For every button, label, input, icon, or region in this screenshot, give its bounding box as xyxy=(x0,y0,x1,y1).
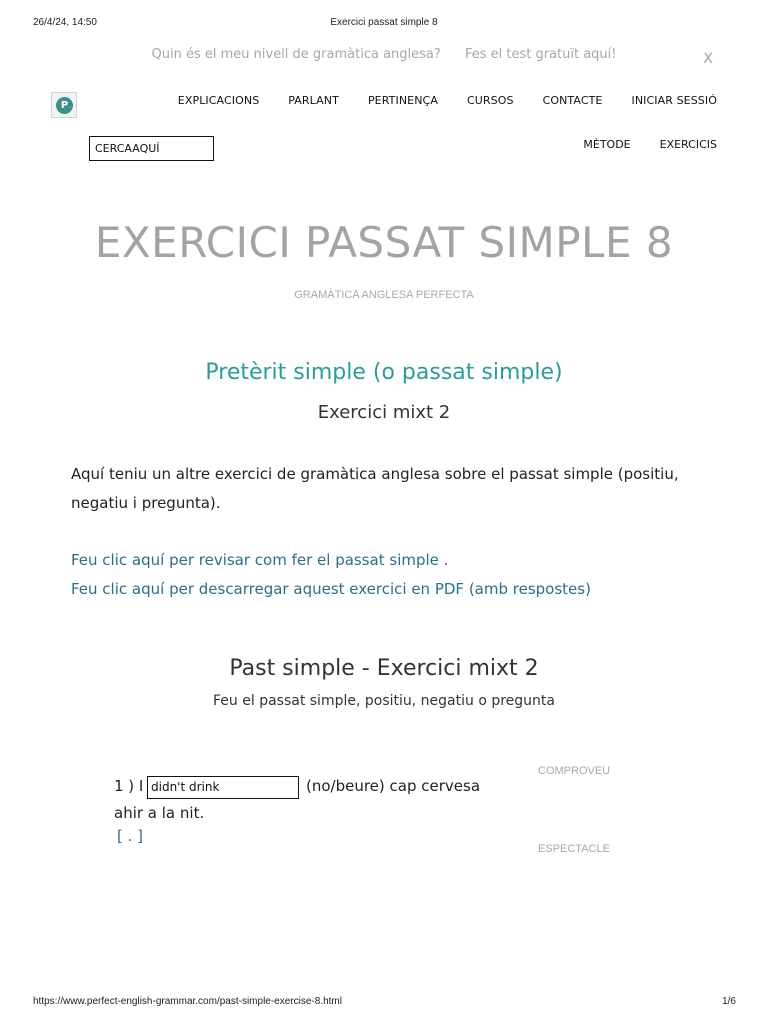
question-number: 1 ) I xyxy=(114,777,144,795)
section-subtitle: Exercici mixt 2 xyxy=(317,402,451,423)
banner-test-link[interactable]: Fes el test gratuït aquí! xyxy=(464,47,617,62)
intro-text: Aquí teniu un altre exercici de gramàtica anglesa sobre el passat simple (positiu, negatiu i pregunta). xyxy=(71,465,679,512)
print-page-title: Exercici passat simple 8 xyxy=(330,17,438,28)
exercise-title: Past simple - Exercici mixt 2 xyxy=(229,656,539,681)
logo-icon: P xyxy=(56,97,73,114)
main-nav xyxy=(178,94,717,107)
nav-item-pertinenca[interactable]: PERTINENÇA xyxy=(367,94,438,107)
print-date: 26/4/24, 14:50 xyxy=(33,17,97,28)
page-title: EXERCICI PASSAT SIMPLE 8 xyxy=(94,218,674,267)
promo-banner xyxy=(0,47,768,62)
review-link[interactable]: Feu clic aquí per revisar com fer el passat simple . xyxy=(71,551,449,569)
print-url: https://www.perfect-english-grammar.com/past-simple-exercise-8.html xyxy=(33,996,342,1007)
check-button[interactable]: COMPROVEU xyxy=(538,765,611,777)
answer-input[interactable]: didn't drink xyxy=(147,776,299,799)
banner-close-button[interactable]: X xyxy=(703,51,713,67)
nav-item-explicacions[interactable]: EXPLICACIONS xyxy=(177,94,260,107)
nav-item-metode[interactable]: MÈTODE xyxy=(583,138,631,151)
banner-question: Quin és el meu nivell de gramàtica anglesa? xyxy=(151,47,441,62)
answer-feedback: [ . ] xyxy=(117,827,144,845)
nav-item-contacte[interactable]: CONTACTE xyxy=(542,94,603,107)
nav-item-cursos[interactable]: CURSOS xyxy=(466,94,514,107)
site-logo[interactable] xyxy=(51,92,77,118)
question-hint: (no/beure) cap cervesa xyxy=(306,777,481,795)
nav-item-exercicis[interactable]: EXERCICIS xyxy=(659,138,717,151)
pdf-download-link[interactable]: Feu clic aquí per descarregar aquest exercici en PDF (amb respostes) xyxy=(71,580,591,598)
search-input[interactable]: CERCAAQUÍ xyxy=(89,136,214,161)
secondary-nav xyxy=(583,138,717,151)
page-subtitle: GRAMÀTICA ANGLESA PERFECTA xyxy=(294,289,474,301)
nav-item-parlant[interactable]: PARLANT xyxy=(288,94,339,107)
question-text-rest: ahir a la nit. xyxy=(114,804,205,822)
nav-item-iniciar-sessio[interactable]: INICIAR SESSIÓ xyxy=(631,94,717,107)
print-page-number: 1/6 xyxy=(722,996,736,1007)
exercise-instruction: Feu el passat simple, positiu, negatiu o pregunta xyxy=(213,693,555,709)
section-title: Pretèrit simple (o passat simple) xyxy=(205,360,563,385)
show-answer-button[interactable]: ESPECTACLE xyxy=(538,843,610,855)
